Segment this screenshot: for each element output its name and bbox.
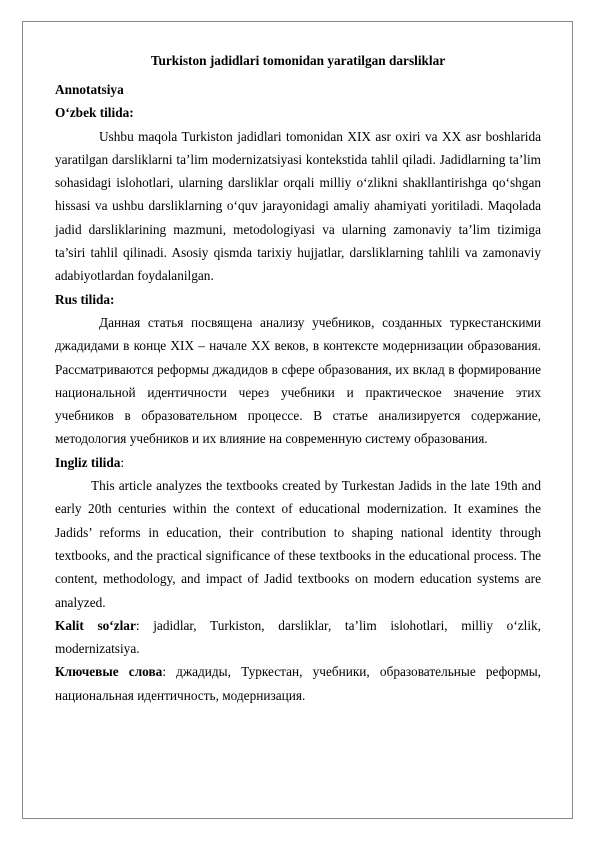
- keywords-russian: [55, 660, 541, 707]
- keywords-uzbek-text: : jadidlar, Turkiston, darsliklar, ta’lim islohotlari, milliy o‘zlik, modernizatsiya.: [55, 617, 542, 657]
- english-abstract: This article analyzes the textbooks created by Turkestan Jadids in the late 19th and early 20th centuries within the context of educational modernization. It examines the Jadids’ reforms in education, their contribution to shaping national identity through textbooks, and the practical significance of these textbooks in the educational process. The content, methodology, and impact of Jadid textbooks on modern education systems are analyzed.: [55, 478, 541, 610]
- uzbek-abstract: Ushbu maqola Turkiston jadidlari tomonidan XIX asr oxiri va XX asr boshlarida yaratilgan darsliklarni ta’lim modernizatsiyasi kontekstida tahlil qiladi. Jadidlarning ta’lim sohasidagi islohotlari, ularning darsliklar orqali milliy o‘zlikni shakllantirishga qo‘shgan hissasi va ushbu darsliklarning o‘quv jarayonidagi amaliy ahamiyati yoritiladi. Maqolada jadid darsliklarining mazmuni, metodologiyasi va ularning zamonaviy ta’lim tizimiga ta’siri tahlil qilinadi. Asosiy qismda tarixiy hujjatlar, darsliklarning tahlili va zamonaviy adabiyotlardan foydalanilgan.: [55, 128, 541, 284]
- keywords-uzbek-label: Kalit so‘zlar: [55, 617, 136, 633]
- russian-abstract: Данная статья посвящена анализу учебников, созданных туркестанскими джадидами в конце XIX – начале XX веков, в контексте модернизации образования. Рассматриваются реформы джадидов в сфере образования, их вклад в формирование национальной идентичности через учебники и практическое значение этих учебников в образовательном процессе. В статье анализируется содержание, методология учебников и их влияние на современную систему образования.: [55, 314, 541, 447]
- annotation-heading: Annotatsiya: [55, 82, 124, 97]
- keywords-russian-text: : джадиды, Туркестан, учебники, образовательные реформы, национальная идентичность, модернизация.: [55, 664, 541, 703]
- uzbek-section-heading: O‘zbek tilida:: [55, 105, 134, 121]
- keywords-uzbek: [55, 614, 541, 661]
- english-heading-colon: :: [120, 454, 125, 470]
- english-section-heading-line: [55, 451, 541, 474]
- english-section-heading: Ingliz tilida: [55, 454, 121, 470]
- keywords-russian-label: Ключевые слова: [55, 664, 163, 680]
- document-body: [55, 50, 541, 707]
- document-title: Turkiston jadidlari tomonidan yaratilgan darsliklar: [150, 53, 446, 68]
- russian-section-heading: Rus tilida:: [55, 291, 115, 307]
